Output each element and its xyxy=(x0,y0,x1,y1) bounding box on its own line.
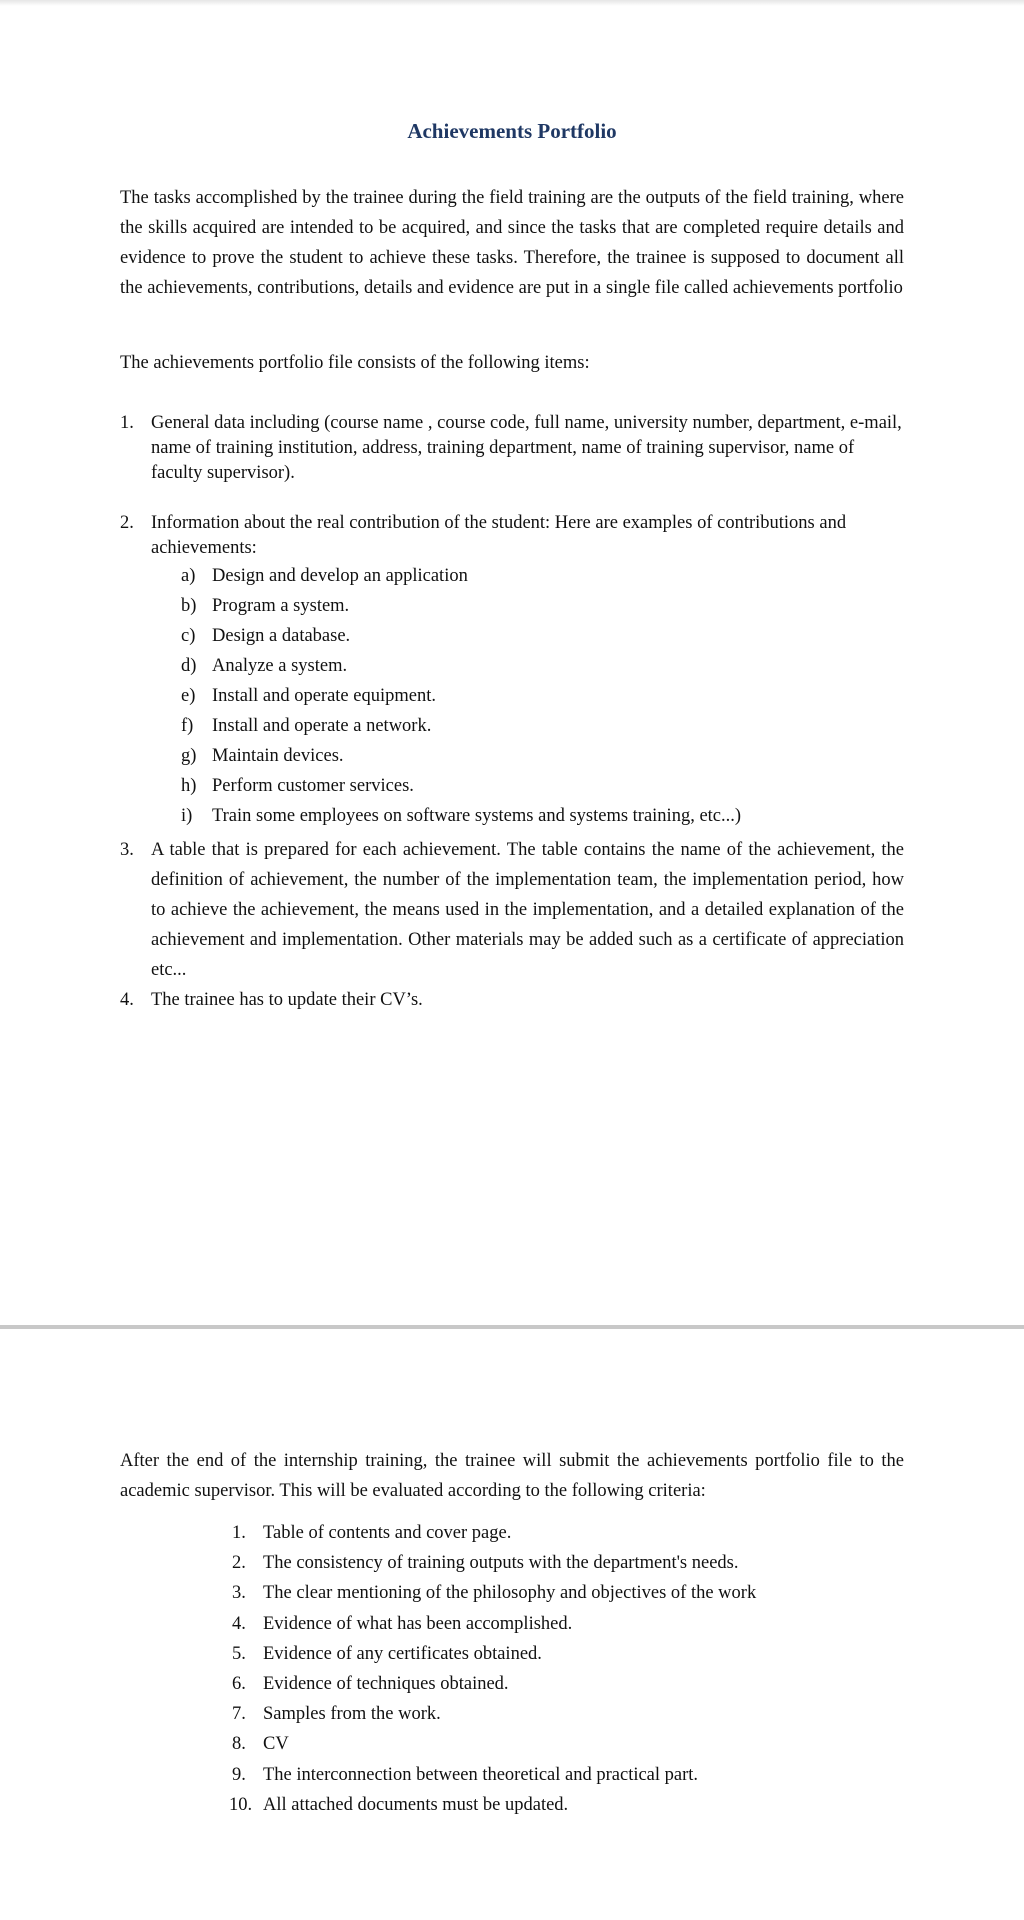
criteria-number: 10. xyxy=(229,1794,253,1815)
criteria-item xyxy=(232,1609,932,1639)
list-number: 1. xyxy=(120,413,134,433)
sub-list-text: Install and operate equipment. xyxy=(212,686,436,706)
evaluation-intro-paragraph: After the end of the internship training, the trainee will submit the achievements portfolio file to the academic supervisor. This will be evaluated according to the following criteria: xyxy=(120,1451,904,1501)
sub-list-item xyxy=(181,681,904,711)
sub-list-text: Install and operate a network. xyxy=(212,716,432,736)
criteria-text: Evidence of any certificates obtained. xyxy=(263,1643,542,1664)
intro-paragraph: The tasks accomplished by the trainee during the field training are the outputs of the field training, where the skills acquired are intended to be acquired, and since the tasks that are completed require details and evidence to prove the student to achieve these tasks. Therefore, the trainee is supposed to document all the achievements, contributions, details and evidence are put in a single file called achievements portfolio xyxy=(120,188,904,298)
portfolio-items-intro: The achievements portfolio file consists of the following items: xyxy=(120,353,590,373)
sub-list-item xyxy=(181,651,904,681)
criteria-item xyxy=(232,1760,932,1790)
criteria-item xyxy=(232,1729,932,1759)
sub-list-item xyxy=(181,741,904,771)
sub-list-letter: g) xyxy=(181,746,197,766)
criteria-item xyxy=(232,1518,932,1548)
sub-list-letter: b) xyxy=(181,596,197,616)
criteria-text: Table of contents and cover page. xyxy=(263,1523,512,1543)
criteria-number: 7. xyxy=(232,1704,246,1725)
sub-list-text: Program a system. xyxy=(212,596,350,616)
sub-list-text: Perform customer services. xyxy=(212,776,414,796)
list-item-text: The trainee has to update their CV’s. xyxy=(151,990,423,1010)
criteria-number: 8. xyxy=(232,1734,246,1755)
list-number: 2. xyxy=(120,513,134,533)
criteria-item xyxy=(232,1699,932,1729)
list-item-text: A table that is prepared for each achievement. The table contains the name of the achievement, the definition of achievement, the number of the implementation team, the implementation period, how to achieve the achievement, the means used in the implementation, and a detailed explanation of the achievement and implementation. Other materials may be added such as a certificate of appreciation etc... xyxy=(151,840,904,980)
evaluation-criteria-list xyxy=(229,1518,932,1820)
list-item-text: General data including (course name , course code, full name, university number, department, e-mail, name of training institution, address, training department, name of training supervisor, name of faculty supervisor). xyxy=(151,413,902,483)
list-item xyxy=(120,411,904,486)
document-title: Achievements Portfolio xyxy=(407,119,617,143)
criteria-text: Samples from the work. xyxy=(263,1704,441,1725)
criteria-item xyxy=(232,1548,932,1578)
sub-list-text: Train some employees on software systems and systems training, etc...) xyxy=(212,806,742,826)
sub-list-letter: e) xyxy=(181,686,196,706)
sub-list-letter: a) xyxy=(181,566,196,586)
list-number: 3. xyxy=(120,840,134,860)
sub-list-text: Design and develop an application xyxy=(212,566,468,586)
criteria-text: The consistency of training outputs with the department's needs. xyxy=(263,1553,739,1574)
criteria-text: All attached documents must be updated. xyxy=(263,1794,569,1815)
sub-list-item xyxy=(181,621,904,651)
sub-list-text: Analyze a system. xyxy=(212,656,348,676)
list-number: 4. xyxy=(120,990,134,1010)
criteria-number: 5. xyxy=(232,1643,246,1664)
criteria-text: The interconnection between theoretical and practical part. xyxy=(263,1764,699,1785)
criteria-number: 4. xyxy=(232,1613,246,1634)
sub-list-item xyxy=(181,711,904,741)
list-item xyxy=(120,835,904,985)
sub-list-item xyxy=(181,801,904,831)
list-item-text: Information about the real contribution of the student: Here are examples of contributions and achievements: xyxy=(151,513,847,558)
criteria-text: Evidence of techniques obtained. xyxy=(263,1674,509,1695)
contribution-examples-list xyxy=(151,561,904,831)
sub-list-letter: h) xyxy=(181,776,197,796)
criteria-number: 3. xyxy=(232,1583,246,1604)
criteria-item xyxy=(232,1639,932,1669)
sub-list-item xyxy=(181,591,904,621)
criteria-text: Evidence of what has been accomplished. xyxy=(263,1613,573,1634)
criteria-item xyxy=(232,1578,932,1608)
sub-list-letter: c) xyxy=(181,626,196,646)
criteria-number: 6. xyxy=(232,1674,246,1695)
criteria-text: The clear mentioning of the philosophy and objectives of the work xyxy=(263,1583,757,1604)
criteria-number: 1. xyxy=(232,1523,246,1543)
sub-list-text: Design a database. xyxy=(212,626,351,646)
sub-list-letter: f) xyxy=(181,716,194,736)
portfolio-items-list xyxy=(120,411,904,1015)
sub-list-letter: i) xyxy=(181,806,193,826)
criteria-item xyxy=(229,1790,932,1820)
sub-list-item xyxy=(181,561,904,591)
list-item xyxy=(120,511,904,831)
sub-list-text: Maintain devices. xyxy=(212,746,344,766)
criteria-text: CV xyxy=(263,1734,289,1755)
sub-list-letter: d) xyxy=(181,656,197,676)
sub-list-item xyxy=(181,771,904,801)
criteria-item xyxy=(232,1669,932,1699)
criteria-number: 9. xyxy=(232,1764,246,1785)
list-item xyxy=(120,985,904,1015)
criteria-number: 2. xyxy=(232,1553,246,1574)
